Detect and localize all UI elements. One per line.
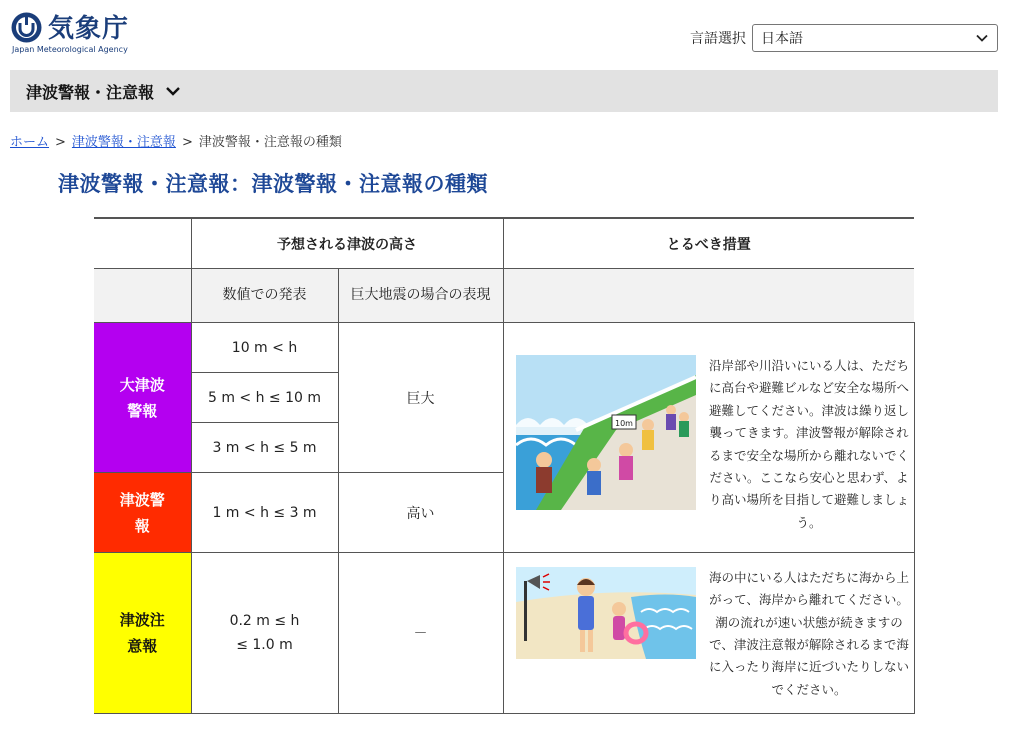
- category-major-tsunami-warning: [94, 323, 191, 473]
- breadcrumb: [10, 131, 342, 150]
- language-select[interactable]: [752, 24, 998, 52]
- category-major-label: 大津波警報: [119, 375, 165, 420]
- table-subheader-action-empty: [503, 269, 914, 323]
- table-header-empty: [94, 218, 191, 269]
- language-label: 言語選択: [690, 31, 746, 47]
- action-advisory-cell: [503, 553, 914, 714]
- site-header: [0, 0, 1024, 68]
- jma-logo[interactable]: [10, 8, 145, 58]
- table-header-action: とるべき措置: [503, 218, 914, 269]
- action-warning-text: 沿岸部や川沿いにいる人は、ただちに高台や避難ビルなど安全な場所へ避難してください。津波は繰り返し襲ってきます。津波警報が解除されるまで安全な場所から離れないでください。ここなら安心と思わず、より高い場所を目指して避難しましょう。: [708, 357, 909, 530]
- chevron-down-icon: [975, 31, 989, 45]
- action-warning-cell: [503, 323, 914, 553]
- chevron-down-icon: [164, 82, 182, 100]
- logo-text: 気象庁: [48, 14, 130, 44]
- table-header-height: 予想される津波の高さ: [191, 218, 503, 269]
- expression-advisory: －: [338, 553, 503, 714]
- jma-emblem-icon: [10, 11, 43, 44]
- height-range-cell: [191, 553, 338, 714]
- evacuation-illustration: [516, 355, 696, 510]
- table-subheader-empty: [94, 269, 191, 323]
- tsunami-warning-table: [94, 217, 915, 714]
- expression-warning: 高い: [338, 473, 503, 553]
- category-warning-label: 津波警報: [119, 490, 165, 535]
- language-selector: [690, 24, 998, 52]
- sign-height-text: 10m: [614, 418, 633, 428]
- breadcrumb-separator: >: [55, 135, 66, 150]
- expression-major: 巨大: [338, 323, 503, 473]
- action-advisory-text: 海の中にいる人はただちに海から上がって、海岸から離れてください。潮の流れが速い状態が続きますので、津波注意報が解除されるまで海に入ったり海岸に近づいたりしないでください。: [708, 569, 909, 697]
- breadcrumb-separator: >: [181, 135, 193, 150]
- height-range-cell: 3 m < h ≤ 5 m: [191, 423, 338, 473]
- page-title: 津波警報・注意報：津波警報・注意報の種類: [58, 172, 488, 196]
- section-nav-label: 津波警報・注意報: [26, 82, 155, 102]
- breadcrumb-current: 津波警報・注意報の種類: [198, 135, 342, 150]
- height-range-cell: 10 m < h: [191, 323, 338, 373]
- height-range-cell: 1 m < h ≤ 3 m: [191, 473, 338, 553]
- category-advisory-label: 津波注意報: [119, 611, 165, 655]
- table-subheader-numeric: 数値での発表: [191, 269, 338, 323]
- category-tsunami-advisory: [94, 553, 191, 714]
- logo-subtitle: Japan Meteorological Agency: [12, 45, 128, 54]
- beach-illustration: [516, 567, 696, 659]
- table-subheader-huge: 巨大地震の場合の表現: [338, 269, 503, 323]
- breadcrumb-section-link[interactable]: 津波警報・注意報: [71, 135, 176, 150]
- height-range-advisory: 0.2 m ≤ h ≤ 1.0 m: [229, 613, 300, 653]
- height-range-cell: 5 m < h ≤ 10 m: [191, 373, 338, 423]
- language-selected-value: 日本語: [761, 31, 803, 47]
- breadcrumb-home-link[interactable]: ホーム: [10, 135, 50, 150]
- section-nav[interactable]: [10, 70, 998, 112]
- category-tsunami-warning: [94, 473, 191, 553]
